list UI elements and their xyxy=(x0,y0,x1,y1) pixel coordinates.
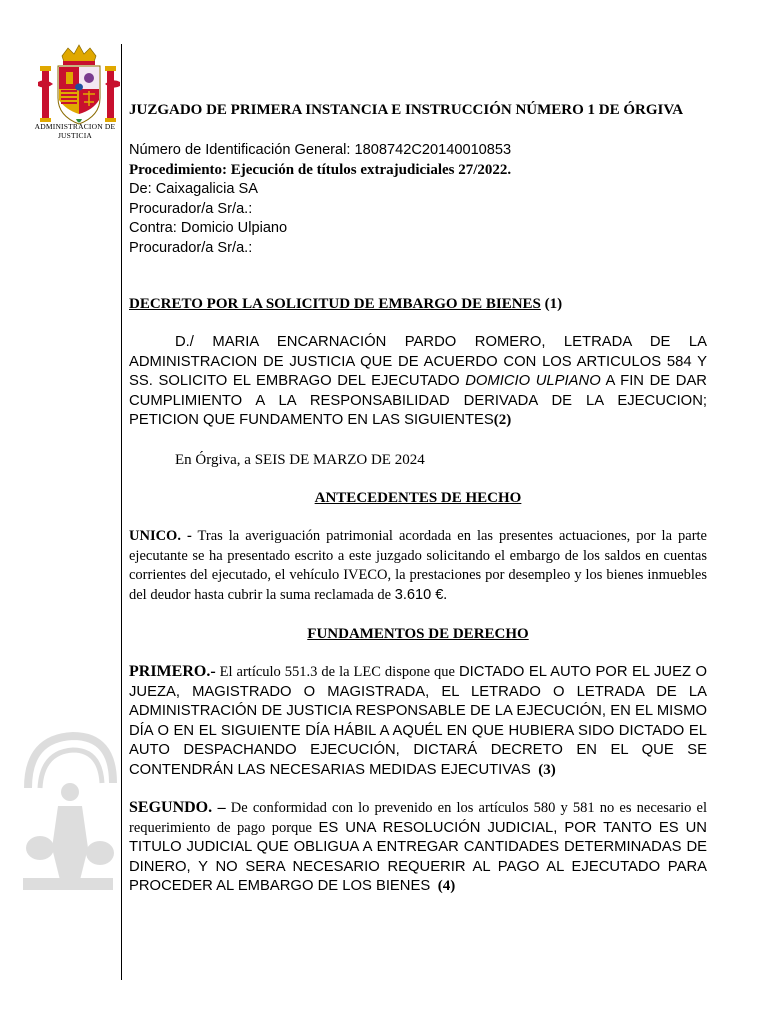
decree-ref: (1) xyxy=(544,296,563,312)
segundo-label: SEGUNDO. – xyxy=(129,799,226,816)
claimant-line: De: Caixagalicia SA xyxy=(129,181,258,198)
margin-rule xyxy=(121,44,122,980)
watermark-emblem-icon xyxy=(18,728,118,898)
case-metadata xyxy=(129,141,707,259)
intro-text-end: A FIN DE DAR CUMPLIMIENTO A LA RESPONSABILIDAD DERIVADA DE LA EJECUCION; PETICION QUE FUNDAMENTO EN LAS SIGUIENTES xyxy=(129,373,707,429)
fundamentos-heading: FUNDAMENTOS DE DERECHO xyxy=(307,626,529,642)
decree-title-line xyxy=(129,295,707,315)
primero-quote: DICTADO EL AUTO POR EL JUEZ O JUEZA, MAGISTRADO O MAGISTRADA, EL LETRADO O LETRADA DE LA ADMINISTRACIÓN DE JUSTICIA RESPONSABLE DE LA EJECUCIÓN, EN EL MISMO DÍA O EN EL SIGUIENTE DÍA HÁBIL A AQUÉL EN QUE HUBIERA SIDO DICTADO EL AUTO DESPACHANDO EJECUCIÓN, DICTARÁ DECRETO EN EL QUE SE CONTENDRÁN LAS NECESARIAS MEDIDAS EJECUTIVAS xyxy=(129,664,707,778)
date-line: En Órgiva, a SEIS DE MARZO DE 2024 xyxy=(175,452,425,468)
unico-label: UNICO. - xyxy=(129,528,192,544)
defendant-line: Contra: Domicio Ulpiano xyxy=(129,220,288,237)
defendant-procurator-line: Procurador/a Sr/a.: xyxy=(129,239,253,256)
segundo-lead: De conformidad con lo prevenido en los artículos 580 y 581 no es necesario el requerimiento de pago porque xyxy=(129,800,707,836)
intro-paragraph xyxy=(129,333,707,431)
primero-label: PRIMERO.- xyxy=(129,663,216,680)
segundo-ref: (4) xyxy=(437,878,456,895)
claimed-amount: 3.610 € xyxy=(394,586,444,603)
antecedentes-paragraph xyxy=(129,527,707,605)
segundo-paragraph xyxy=(129,798,707,897)
segundo-quote: ES UNA RESOLUCIÓN JUDICIAL, POR TANTO ES UN TITULO JUDICIAL QUE OBLIGUA A ENTREGAR CANTIDADES DETERMINADAS DE DINERO, Y NO SERA NECESARIO REQUERIR AL PAGO AL EJECUTADO PARA PROCEDER AL EMBARGO DE LOS BIENES xyxy=(129,819,707,895)
primero-paragraph xyxy=(129,662,707,781)
logo-caption: ADMINISTRACION DE JUSTICIA xyxy=(34,122,116,140)
nig-line: Número de Identificación General: 1808742C20140010853 xyxy=(129,142,512,158)
intro-ref: (2) xyxy=(493,412,512,429)
intro-text: D./ MARIA ENCARNACIÓN PARDO ROMERO, LETRADA DE LA ADMINISTRACION DE JUSTICIA QUE DE ACUERDO CON LOS ARTICULOS 584 Y SS. SOLICITO EL EMBRAGO DEL EJECUTADO xyxy=(129,334,707,390)
primero-lead: El artículo 551.3 de la LEC dispone que xyxy=(215,664,459,680)
defendant-name: DOMICIO ULPIANO xyxy=(465,373,601,390)
claimant-procurator-line: Procurador/a Sr/a.: xyxy=(129,200,253,217)
antecedentes-heading: ANTECEDENTES DE HECHO xyxy=(314,490,522,506)
primero-ref: (3) xyxy=(538,761,556,778)
procedure-line: Procedimiento: Ejecución de títulos extrajudiciales 27/2022. xyxy=(129,161,512,178)
antecedentes-text: Tras la averiguación patrimonial acordada en las presentes actuaciones, por la parte ejecutante se ha presentado escrito a este juzgado solicitando el embargo de los saldos en cuentas corrientes del ejecutado, el vehículo IVECO, la prestaciones por desempleo y los bienes inmuebles del deudor hasta cubrir la suma reclamada de xyxy=(129,528,707,603)
antecedentes-end: . xyxy=(443,586,448,603)
court-header: JUZGADO DE PRIMERA INSTANCIA E INSTRUCCIÓN NÚMERO 1 DE ÓRGIVA xyxy=(129,102,684,118)
decree-title: DECRETO POR LA SOLICITUD DE EMBARGO DE BIENES xyxy=(129,296,541,312)
